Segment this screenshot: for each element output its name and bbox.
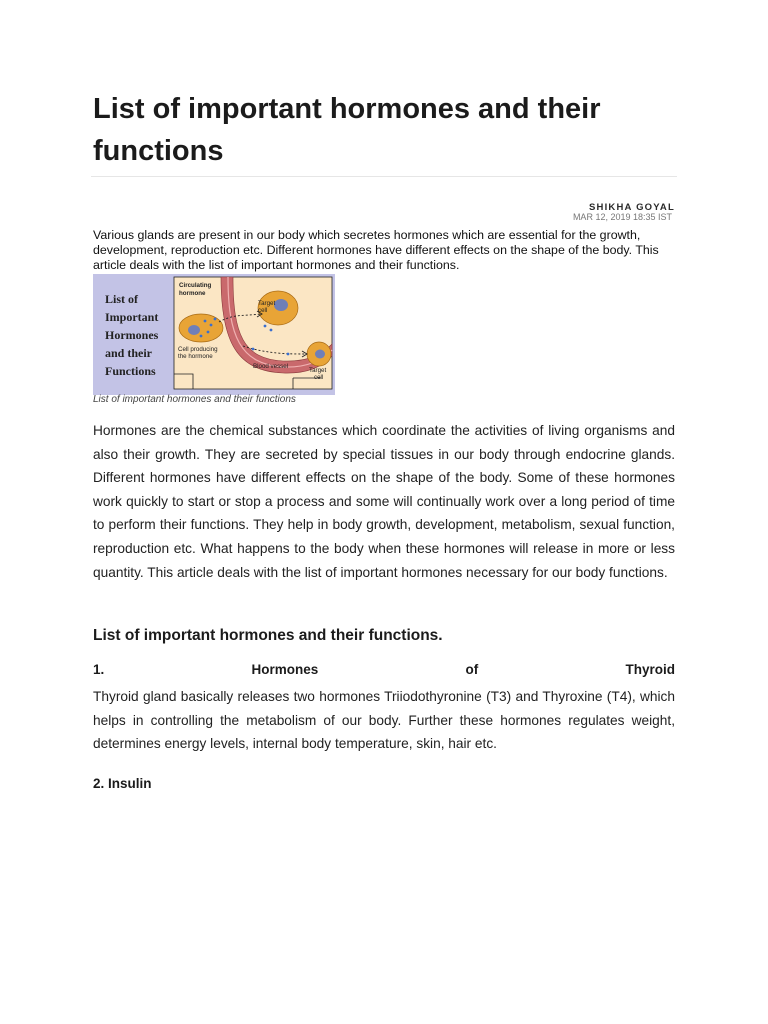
item-1-word-1: Hormones — [251, 662, 319, 677]
hormone-figure[interactable] — [93, 274, 335, 395]
label-blood-vessel: Blood vessel — [253, 363, 289, 370]
label-circulating-2: hormone — [179, 290, 206, 297]
label-target-bottom-2: cell — [314, 374, 324, 381]
item-1-heading — [93, 662, 675, 677]
target-cell-bottom-nucleus — [315, 350, 325, 359]
figure-text-line-2: Important — [105, 310, 159, 324]
item-1-number: 1. — [93, 662, 105, 677]
label-target-top-2: cell — [258, 307, 268, 314]
producing-cell-nucleus — [188, 325, 200, 335]
figure-text-line-3: Hormones — [105, 328, 159, 342]
intro-paragraph: Various glands are present in our body which secretes hormones which are essential for the growth, development, reproduction etc. Different hormones have different effects on the shape of the body. This article deals with the list of important hormones and their functions. — [93, 228, 659, 272]
article-title: List of important hormones and their functions — [93, 93, 601, 167]
hormone-diagram — [93, 274, 335, 395]
figure-text-line-1: List of — [105, 292, 138, 306]
item-1-word-2: of — [465, 662, 479, 677]
label-target-top-1: Target — [258, 300, 276, 307]
title-divider — [91, 176, 677, 177]
section-heading: List of important hormones and their functions. — [93, 627, 443, 644]
producing-cell — [179, 314, 223, 342]
label-circulating-1: Circulating — [179, 282, 212, 289]
item-2-heading: 2. Insulin — [93, 776, 152, 791]
figure-text-line-4: and their — [105, 346, 153, 360]
item-1-word-3: Thyroid — [625, 662, 675, 677]
author-name[interactable]: SHIKHA GOYAL — [588, 202, 675, 213]
label-producing-2: the hormone — [178, 353, 213, 360]
figure-text-line-5: Functions — [105, 364, 156, 378]
target-cell-top-nucleus — [274, 299, 288, 311]
figure-caption: List of important hormones and their functions — [93, 394, 296, 405]
label-producing-1: Cell producing — [178, 346, 218, 353]
item-1-text: Thyroid gland basically releases two hormones Triiodothyronine (T3) and Thyroxine (T4), which helps in controlling the metabolism of our body. Further these hormones regulates weight, determines energy levels, internal body temperature, skin, hair etc. — [93, 689, 675, 752]
publish-date: MAR 12, 2019 18:35 IST — [572, 212, 672, 222]
body-paragraph: Hormones are the chemical substances which coordinate the activities of living organisms and also their growth. They are secreted by special tissues in our body through endocrine glands. Different hormones have different effects on the shape of the body. Some of these hormones work quickly to start or stop a process and some will continually work over a long period of time to perform their functions. They help in body growth, development, metabolism, sexual function, reproduction etc. What happens to the body when these hormones will release in more or less quantity. This article deals with the list of important hormones necessary for our body functions. — [93, 423, 675, 580]
label-target-bottom-1: Target — [309, 367, 327, 374]
